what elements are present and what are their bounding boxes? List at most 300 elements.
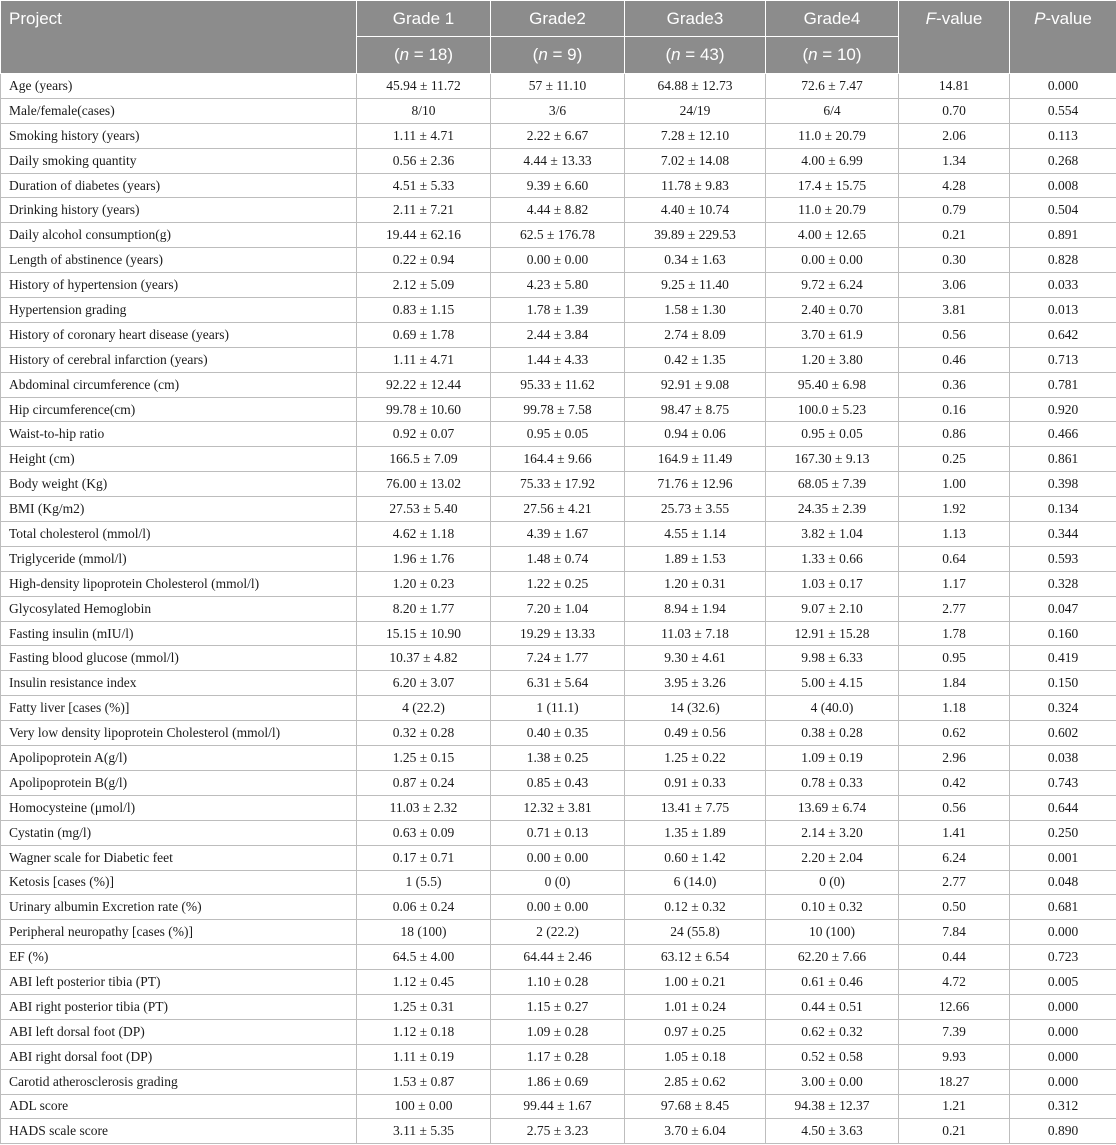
grade-4-cell: 0.44 ± 0.51 (766, 994, 899, 1019)
grade-3-cell: 0.42 ± 1.35 (625, 347, 766, 372)
grade-4-cell: 6/4 (766, 98, 899, 123)
table-row (1, 895, 1116, 920)
grade-3-cell: 13.41 ± 7.75 (625, 795, 766, 820)
f-value-cell: 0.79 (899, 198, 1010, 223)
grade-4-cell: 2.20 ± 2.04 (766, 845, 899, 870)
p-value-cell: 0.681 (1010, 895, 1116, 920)
grade-3-cell: 4.40 ± 10.74 (625, 198, 766, 223)
grade-3-cell: 9.30 ± 4.61 (625, 646, 766, 671)
table-row (1, 945, 1116, 970)
table-row (1, 721, 1116, 746)
grade-2-cell: 0.95 ± 0.05 (491, 422, 625, 447)
grade-4-cell: 0.38 ± 0.28 (766, 721, 899, 746)
grade-3-cell: 0.12 ± 0.32 (625, 895, 766, 920)
grade-3-cell: 4.55 ± 1.14 (625, 522, 766, 547)
project-cell: Hip circumference(cm) (1, 397, 357, 422)
grade-2-cell: 2.44 ± 3.84 (491, 322, 625, 347)
header-p-letter: P (1034, 9, 1046, 28)
grade-4-cell: 1.03 ± 0.17 (766, 571, 899, 596)
table-row (1, 173, 1116, 198)
grade-4-cell: 11.0 ± 20.79 (766, 123, 899, 148)
n-count-grade-1: = 18 (409, 45, 448, 64)
table-row (1, 1069, 1116, 1094)
p-value-cell: 0.419 (1010, 646, 1116, 671)
project-cell: Height (cm) (1, 447, 357, 472)
grade-2-cell: 6.31 ± 5.64 (491, 671, 625, 696)
table-row (1, 98, 1116, 123)
table-row (1, 596, 1116, 621)
f-value-cell: 0.44 (899, 945, 1010, 970)
f-value-cell: 1.92 (899, 497, 1010, 522)
project-cell: ABI left posterior tibia (PT) (1, 970, 357, 995)
grade-3-cell: 0.60 ± 1.42 (625, 845, 766, 870)
grade-3-cell: 71.76 ± 12.96 (625, 472, 766, 497)
table-row (1, 447, 1116, 472)
grade-2-cell: 0.40 ± 0.35 (491, 721, 625, 746)
grade-2-cell: 1.17 ± 0.28 (491, 1044, 625, 1069)
n-count-grade-4: = 10 (817, 45, 856, 64)
grade-1-cell: 1.11 ± 4.71 (357, 347, 491, 372)
table-row (1, 497, 1116, 522)
project-cell: History of coronary heart disease (years) (1, 322, 357, 347)
f-value-cell: 0.46 (899, 347, 1010, 372)
f-value-cell: 0.25 (899, 447, 1010, 472)
project-cell: History of hypertension (years) (1, 273, 357, 298)
grade-4-cell: 17.4 ± 15.75 (766, 173, 899, 198)
grade-2-cell: 7.24 ± 1.77 (491, 646, 625, 671)
grade-1-cell: 0.83 ± 1.15 (357, 298, 491, 323)
table-row (1, 1019, 1116, 1044)
grade-2-cell: 0.71 ± 0.13 (491, 820, 625, 845)
grade-4-cell: 0.52 ± 0.58 (766, 1044, 899, 1069)
table-row (1, 322, 1116, 347)
f-value-cell: 7.84 (899, 920, 1010, 945)
table-row (1, 298, 1116, 323)
project-cell: BMI (Kg/m2) (1, 497, 357, 522)
header-grade-2: Grade2 (491, 1, 625, 37)
f-value-cell: 1.00 (899, 472, 1010, 497)
grade-4-cell: 4.00 ± 12.65 (766, 223, 899, 248)
f-value-cell: 1.18 (899, 696, 1010, 721)
project-cell: Insulin resistance index (1, 671, 357, 696)
grade-3-cell: 1.89 ± 1.53 (625, 546, 766, 571)
grade-2-cell: 1.22 ± 0.25 (491, 571, 625, 596)
grade-1-cell: 10.37 ± 4.82 (357, 646, 491, 671)
p-value-cell: 0.038 (1010, 746, 1116, 771)
grade-2-cell: 0.85 ± 0.43 (491, 770, 625, 795)
grade-3-cell: 1.35 ± 1.89 (625, 820, 766, 845)
grade-1-cell: 0.87 ± 0.24 (357, 770, 491, 795)
table-row (1, 1119, 1116, 1144)
header-grade-1: Grade 1 (357, 1, 491, 37)
grade-1-cell: 8.20 ± 1.77 (357, 596, 491, 621)
grade-4-cell: 62.20 ± 7.66 (766, 945, 899, 970)
grade-3-cell: 3.70 ± 6.04 (625, 1119, 766, 1144)
p-value-cell: 0.008 (1010, 173, 1116, 198)
grade-3-cell: 7.02 ± 14.08 (625, 148, 766, 173)
grade-4-cell: 68.05 ± 7.39 (766, 472, 899, 497)
grade-4-cell: 3.70 ± 61.9 (766, 322, 899, 347)
header-n-grade-4: (n = 10) (766, 37, 899, 74)
grade-2-cell: 3/6 (491, 98, 625, 123)
grade-3-cell: 64.88 ± 12.73 (625, 74, 766, 99)
project-cell: Wagner scale for Diabetic feet (1, 845, 357, 870)
f-value-cell: 1.21 (899, 1094, 1010, 1119)
grade-3-cell: 164.9 ± 11.49 (625, 447, 766, 472)
grade-4-cell: 2.14 ± 3.20 (766, 820, 899, 845)
p-value-cell: 0.713 (1010, 347, 1116, 372)
n-count-grade-3: = 43 (680, 45, 719, 64)
grade-1-cell: 99.78 ± 10.60 (357, 397, 491, 422)
header-grade-4: Grade4 (766, 1, 899, 37)
header-f-suffix: -value (936, 9, 983, 28)
grade-2-cell: 1.48 ± 0.74 (491, 546, 625, 571)
project-cell: Carotid atherosclerosis grading (1, 1069, 357, 1094)
grade-3-cell: 39.89 ± 229.53 (625, 223, 766, 248)
f-value-cell: 3.06 (899, 273, 1010, 298)
project-cell: ABI right dorsal foot (DP) (1, 1044, 357, 1069)
f-value-cell: 1.84 (899, 671, 1010, 696)
p-value-cell: 0.000 (1010, 1069, 1116, 1094)
grade-3-cell: 24 (55.8) (625, 920, 766, 945)
grade-1-cell: 92.22 ± 12.44 (357, 372, 491, 397)
grade-2-cell: 7.20 ± 1.04 (491, 596, 625, 621)
project-cell: Homocysteine (μmol/l) (1, 795, 357, 820)
grade-1-cell: 19.44 ± 62.16 (357, 223, 491, 248)
project-cell: Length of abstinence (years) (1, 248, 357, 273)
f-value-cell: 1.78 (899, 621, 1010, 646)
table-row (1, 422, 1116, 447)
table-row (1, 970, 1116, 995)
project-cell: Apolipoprotein A(g/l) (1, 746, 357, 771)
f-value-cell: 1.34 (899, 148, 1010, 173)
grade-4-cell: 13.69 ± 6.74 (766, 795, 899, 820)
grade-3-cell: 2.74 ± 8.09 (625, 322, 766, 347)
grade-3-cell: 0.97 ± 0.25 (625, 1019, 766, 1044)
f-value-cell: 2.77 (899, 596, 1010, 621)
p-value-cell: 0.602 (1010, 721, 1116, 746)
p-value-cell: 0.554 (1010, 98, 1116, 123)
grade-3-cell: 1.05 ± 0.18 (625, 1044, 766, 1069)
n-symbol: n (399, 45, 410, 64)
table-row (1, 646, 1116, 671)
grade-2-cell: 2.22 ± 6.67 (491, 123, 625, 148)
grade-4-cell: 2.40 ± 0.70 (766, 298, 899, 323)
grade-3-cell: 97.68 ± 8.45 (625, 1094, 766, 1119)
grade-1-cell: 1.12 ± 0.45 (357, 970, 491, 995)
grade-1-cell: 4.51 ± 5.33 (357, 173, 491, 198)
grade-3-cell: 11.03 ± 7.18 (625, 621, 766, 646)
grade-4-cell: 10 (100) (766, 920, 899, 945)
grade-3-cell: 63.12 ± 6.54 (625, 945, 766, 970)
f-value-cell: 2.77 (899, 870, 1010, 895)
f-value-cell: 0.95 (899, 646, 1010, 671)
grade-1-cell: 0.69 ± 1.78 (357, 322, 491, 347)
grade-1-cell: 1.20 ± 0.23 (357, 571, 491, 596)
grade-2-cell: 4.44 ± 13.33 (491, 148, 625, 173)
grade-3-cell: 25.73 ± 3.55 (625, 497, 766, 522)
grade-1-cell: 3.11 ± 5.35 (357, 1119, 491, 1144)
grade-4-cell: 95.40 ± 6.98 (766, 372, 899, 397)
grade-1-cell: 0.32 ± 0.28 (357, 721, 491, 746)
project-cell: ABI left dorsal foot (DP) (1, 1019, 357, 1044)
f-value-cell: 7.39 (899, 1019, 1010, 1044)
grade-1-cell: 0.06 ± 0.24 (357, 895, 491, 920)
project-cell: Daily alcohol consumption(g) (1, 223, 357, 248)
table-row (1, 223, 1116, 248)
project-cell: Drinking history (years) (1, 198, 357, 223)
grade-3-cell: 1.25 ± 0.22 (625, 746, 766, 771)
p-value-cell: 0.113 (1010, 123, 1116, 148)
grade-1-cell: 27.53 ± 5.40 (357, 497, 491, 522)
grade-3-cell: 0.94 ± 0.06 (625, 422, 766, 447)
grade-3-cell: 9.25 ± 11.40 (625, 273, 766, 298)
grade-2-cell: 62.5 ± 176.78 (491, 223, 625, 248)
header-p-suffix: -value (1045, 9, 1092, 28)
grade-4-cell: 3.00 ± 0.00 (766, 1069, 899, 1094)
p-value-cell: 0.642 (1010, 322, 1116, 347)
grade-4-cell: 1.09 ± 0.19 (766, 746, 899, 771)
project-cell: Age (years) (1, 74, 357, 99)
grade-2-cell: 4.39 ± 1.67 (491, 522, 625, 547)
grade-4-cell: 94.38 ± 12.37 (766, 1094, 899, 1119)
f-value-cell: 0.56 (899, 322, 1010, 347)
grade-3-cell: 98.47 ± 8.75 (625, 397, 766, 422)
grade-1-cell: 1.11 ± 4.71 (357, 123, 491, 148)
grade-4-cell: 24.35 ± 2.39 (766, 497, 899, 522)
grade-1-cell: 1.25 ± 0.15 (357, 746, 491, 771)
table-row (1, 820, 1116, 845)
grade-3-cell: 1.01 ± 0.24 (625, 994, 766, 1019)
grade-1-cell: 1.12 ± 0.18 (357, 1019, 491, 1044)
p-value-cell: 0.593 (1010, 546, 1116, 571)
project-cell: History of cerebral infarction (years) (1, 347, 357, 372)
p-value-cell: 0.000 (1010, 1019, 1116, 1044)
grade-1-cell: 11.03 ± 2.32 (357, 795, 491, 820)
table-row (1, 994, 1116, 1019)
f-value-cell: 14.81 (899, 74, 1010, 99)
grade-1-cell: 18 (100) (357, 920, 491, 945)
grade-1-cell: 0.92 ± 0.07 (357, 422, 491, 447)
project-cell: ADL score (1, 1094, 357, 1119)
grade-3-cell: 11.78 ± 9.83 (625, 173, 766, 198)
grade-2-cell: 1.44 ± 4.33 (491, 347, 625, 372)
p-value-cell: 0.344 (1010, 522, 1116, 547)
project-cell: Fatty liver [cases (%)] (1, 696, 357, 721)
grade-2-cell: 0 (0) (491, 870, 625, 895)
p-value-cell: 0.920 (1010, 397, 1116, 422)
grade-2-cell: 1.86 ± 0.69 (491, 1069, 625, 1094)
grade-4-cell: 0.10 ± 0.32 (766, 895, 899, 920)
grade-1-cell: 15.15 ± 10.90 (357, 621, 491, 646)
table-row (1, 397, 1116, 422)
project-cell: Abdominal circumference (cm) (1, 372, 357, 397)
table-row (1, 123, 1116, 148)
grade-1-cell: 64.5 ± 4.00 (357, 945, 491, 970)
grade-2-cell: 99.78 ± 7.58 (491, 397, 625, 422)
f-value-cell: 0.16 (899, 397, 1010, 422)
project-cell: Peripheral neuropathy [cases (%)] (1, 920, 357, 945)
p-value-cell: 0.328 (1010, 571, 1116, 596)
p-value-cell: 0.048 (1010, 870, 1116, 895)
f-value-cell: 4.72 (899, 970, 1010, 995)
grade-3-cell: 0.49 ± 0.56 (625, 721, 766, 746)
n-symbol: n (808, 45, 818, 64)
grade-1-cell: 2.11 ± 7.21 (357, 198, 491, 223)
p-value-cell: 0.324 (1010, 696, 1116, 721)
grade-4-cell: 9.07 ± 2.10 (766, 596, 899, 621)
table-row (1, 74, 1116, 99)
grade-4-cell: 0.78 ± 0.33 (766, 770, 899, 795)
grade-3-cell: 92.91 ± 9.08 (625, 372, 766, 397)
f-value-cell: 1.41 (899, 820, 1010, 845)
project-cell: Fasting insulin (mIU/l) (1, 621, 357, 646)
f-value-cell: 0.62 (899, 721, 1010, 746)
grade-2-cell: 2.75 ± 3.23 (491, 1119, 625, 1144)
grade-4-cell: 11.0 ± 20.79 (766, 198, 899, 223)
table-row (1, 198, 1116, 223)
p-value-cell: 0.000 (1010, 1044, 1116, 1069)
grade-3-cell: 1.58 ± 1.30 (625, 298, 766, 323)
f-value-cell: 2.96 (899, 746, 1010, 771)
table-row (1, 920, 1116, 945)
f-value-cell: 0.64 (899, 546, 1010, 571)
header-n-grade-2: (n = 9) (491, 37, 625, 74)
table-row (1, 1094, 1116, 1119)
project-cell: Triglyceride (mmol/l) (1, 546, 357, 571)
grade-1-cell: 1 (5.5) (357, 870, 491, 895)
grade-3-cell: 7.28 ± 12.10 (625, 123, 766, 148)
grade-1-cell: 0.56 ± 2.36 (357, 148, 491, 173)
table-row (1, 571, 1116, 596)
project-cell: Ketosis [cases (%)] (1, 870, 357, 895)
project-cell: Male/female(cases) (1, 98, 357, 123)
grade-1-cell: 166.5 ± 7.09 (357, 447, 491, 472)
project-cell: Hypertension grading (1, 298, 357, 323)
grade-2-cell: 1 (11.1) (491, 696, 625, 721)
header-f-letter: F (925, 9, 937, 28)
table-row (1, 522, 1116, 547)
header-project: Project (1, 1, 357, 74)
f-value-cell: 0.21 (899, 1119, 1010, 1144)
table-row (1, 372, 1116, 397)
grade-2-cell: 1.10 ± 0.28 (491, 970, 625, 995)
grade-4-cell: 0.95 ± 0.05 (766, 422, 899, 447)
grade-4-cell: 0.61 ± 0.46 (766, 970, 899, 995)
grade-3-cell: 0.34 ± 1.63 (625, 248, 766, 273)
table-row (1, 148, 1116, 173)
p-value-cell: 0.013 (1010, 298, 1116, 323)
grade-3-cell: 1.20 ± 0.31 (625, 571, 766, 596)
grade-1-cell: 0.63 ± 0.09 (357, 820, 491, 845)
grade-4-cell: 100.0 ± 5.23 (766, 397, 899, 422)
grade-4-cell: 12.91 ± 15.28 (766, 621, 899, 646)
f-value-cell: 12.66 (899, 994, 1010, 1019)
project-cell: Total cholesterol (mmol/l) (1, 522, 357, 547)
f-value-cell: 3.81 (899, 298, 1010, 323)
p-value-cell: 0.644 (1010, 795, 1116, 820)
grade-4-cell: 9.98 ± 6.33 (766, 646, 899, 671)
grade-3-cell: 3.95 ± 3.26 (625, 671, 766, 696)
header-n-grade-1: (n = 18) (357, 37, 491, 74)
f-value-cell: 1.17 (899, 571, 1010, 596)
f-value-cell: 0.36 (899, 372, 1010, 397)
table-row (1, 546, 1116, 571)
grade-4-cell: 4.50 ± 3.63 (766, 1119, 899, 1144)
table-body (1, 74, 1116, 1144)
project-cell: Daily smoking quantity (1, 148, 357, 173)
table-row (1, 248, 1116, 273)
grade-2-cell: 0.00 ± 0.00 (491, 895, 625, 920)
grade-2-cell: 2 (22.2) (491, 920, 625, 945)
p-value-cell: 0.000 (1010, 994, 1116, 1019)
grade-1-cell: 1.25 ± 0.31 (357, 994, 491, 1019)
grade-1-cell: 4 (22.2) (357, 696, 491, 721)
grade-2-cell: 1.38 ± 0.25 (491, 746, 625, 771)
project-cell: Cystatin (mg/l) (1, 820, 357, 845)
grade-2-cell: 12.32 ± 3.81 (491, 795, 625, 820)
f-value-cell: 1.13 (899, 522, 1010, 547)
grade-4-cell: 4.00 ± 6.99 (766, 148, 899, 173)
grade-4-cell: 1.20 ± 3.80 (766, 347, 899, 372)
f-value-cell: 0.30 (899, 248, 1010, 273)
grade-4-cell: 5.00 ± 4.15 (766, 671, 899, 696)
grade-2-cell: 4.23 ± 5.80 (491, 273, 625, 298)
grade-1-cell: 1.96 ± 1.76 (357, 546, 491, 571)
grade-1-cell: 0.22 ± 0.94 (357, 248, 491, 273)
table-row (1, 870, 1116, 895)
f-value-cell: 0.86 (899, 422, 1010, 447)
grade-4-cell: 72.6 ± 7.47 (766, 74, 899, 99)
table-row (1, 845, 1116, 870)
n-symbol: n (671, 45, 681, 64)
p-value-cell: 0.466 (1010, 422, 1116, 447)
grade-1-cell: 8/10 (357, 98, 491, 123)
p-value-cell: 0.398 (1010, 472, 1116, 497)
p-value-cell: 0.000 (1010, 74, 1116, 99)
p-value-cell: 0.723 (1010, 945, 1116, 970)
p-value-cell: 0.047 (1010, 596, 1116, 621)
grade-3-cell: 0.91 ± 0.33 (625, 770, 766, 795)
grade-2-cell: 57 ± 11.10 (491, 74, 625, 99)
n-count-grade-2: = 9 (547, 45, 577, 64)
n-symbol: n (538, 45, 548, 64)
f-value-cell: 2.06 (899, 123, 1010, 148)
grade-2-cell: 164.4 ± 9.66 (491, 447, 625, 472)
p-value-cell: 0.890 (1010, 1119, 1116, 1144)
grade-1-cell: 0.17 ± 0.71 (357, 845, 491, 870)
project-cell: High-density lipoprotein Cholesterol (mmol/l) (1, 571, 357, 596)
project-cell: HADS scale score (1, 1119, 357, 1144)
p-value-cell: 0.781 (1010, 372, 1116, 397)
header-n-grade-3: (n = 43) (625, 37, 766, 74)
grade-2-cell: 1.78 ± 1.39 (491, 298, 625, 323)
p-value-cell: 0.150 (1010, 671, 1116, 696)
f-value-cell: 0.70 (899, 98, 1010, 123)
p-value-cell: 0.250 (1010, 820, 1116, 845)
table-row (1, 1044, 1116, 1069)
p-value-cell: 0.504 (1010, 198, 1116, 223)
grade-4-cell: 9.72 ± 6.24 (766, 273, 899, 298)
table-row (1, 671, 1116, 696)
f-value-cell: 0.50 (899, 895, 1010, 920)
f-value-cell: 0.21 (899, 223, 1010, 248)
project-cell: Fasting blood glucose (mmol/l) (1, 646, 357, 671)
p-value-cell: 0.312 (1010, 1094, 1116, 1119)
grade-1-cell: 6.20 ± 3.07 (357, 671, 491, 696)
grade-2-cell: 19.29 ± 13.33 (491, 621, 625, 646)
grade-4-cell: 1.33 ± 0.66 (766, 546, 899, 571)
